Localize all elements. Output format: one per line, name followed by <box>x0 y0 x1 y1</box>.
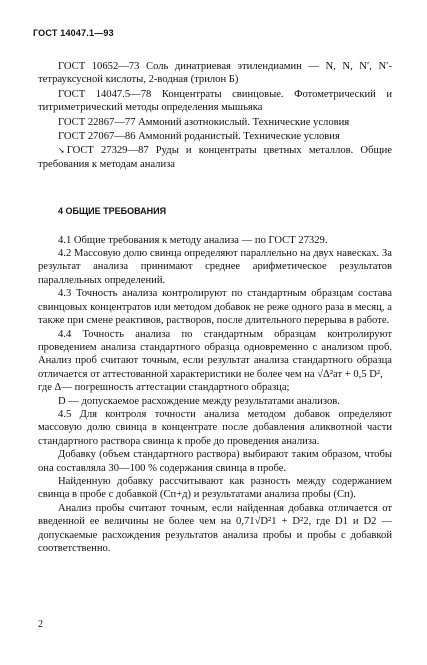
scan-mark-icon: ➘ <box>58 146 65 156</box>
reference-gost-14047-5: ГОСТ 14047.5—78 Концентраты свинцовые. Фотометрический и титриметрический методы определения мышьяка <box>38 88 392 114</box>
section-title: 4 ОБЩИЕ ТРЕБОВАНИЯ <box>58 206 167 217</box>
additive-volume-paragraph: Добавку (объем стандартного раствора) выбирают таким образом, чтобы она составляла 30—100 % содержания свинца в пробе. <box>38 449 392 474</box>
reference-gost-27329: ➘ ГОСТ 27329—87 Руды и концентраты цветных металлов. Общие требования к методам анализа <box>38 145 392 170</box>
analysis-accuracy-paragraph <box>38 502 392 556</box>
clause-4-5: 4.5 Для контроля точности анализа методом добавок определяют массовую долю свинца в концентрате после добавления аликвотной части стандартного раствора свинца к пробе до проведения анализа. <box>38 408 392 447</box>
page-body <box>38 60 392 555</box>
analysis-accuracy-text: Анализ пробы считают точным, если найденная добавка отличается от введенной ее величины не более чем на <box>38 502 392 528</box>
clause-4-4 <box>38 328 392 382</box>
clause-4-2: 4.2 Массовую долю свинца определяют параллельно на двух навесках. За результат анализа принимают среднее арифметическое результатов параллельных определений. <box>38 248 392 286</box>
additive-tolerance-formula: 0,71√D²1 + D²2, <box>236 516 312 528</box>
clause-4-3: 4.3 Точность анализа контролируют по стандартным образцам состава свинцовых концентратов или методом добавок не реже одного раза в месяц, а также при смене реактивов, растворов, после длительного перерыва в работе. <box>38 288 392 327</box>
reference-gost-10652: ГОСТ 10652—73 Соль динатриевая этилендиамин — N, N, N′, N′- тетрауксусной кислоты, 2-водная (трилон Б) <box>38 61 392 86</box>
clause-4-4-text: 4.4 Точность анализа по стандартным образцам контролируют проведением анализа стандартного образца одновременно с анализом проб. Анализ проб считают точным, если результат анализа стандартного образца отличается от аттестованной характеристики не более чем на <box>38 328 392 380</box>
analysis-accuracy-tail: где D1 и D2 — допускаемые расхождения результатов анализа пробы и пробы с добавкой соответственно. <box>38 516 392 554</box>
reference-gost-27067: ГОСТ 27067—86 Аммоний роданистый. Технические условия <box>58 131 340 143</box>
running-header: ГОСТ 14047.1—93 <box>33 28 114 38</box>
reference-gost-22867: ГОСТ 22867—77 Аммоний азотнокислый. Технические условия <box>58 116 350 128</box>
where-delta: где Δ— погрешность аттестации стандартного образца; <box>38 382 290 394</box>
accuracy-formula: √Δ²ат + 0,5 D², <box>317 368 383 380</box>
where-d: D — допускаемое расхождение между результатами анализов. <box>58 395 340 407</box>
clause-4-1: 4.1 Общие требования к методу анализа — по ГОСТ 27329. <box>58 234 328 246</box>
found-additive-paragraph: Найденную добавку рассчитывают как разность между содержанием свинца в пробе с добавкой (Cп+д) и результатами анализа пробы (Cп). <box>38 475 392 501</box>
page-number: 2 <box>38 619 43 630</box>
